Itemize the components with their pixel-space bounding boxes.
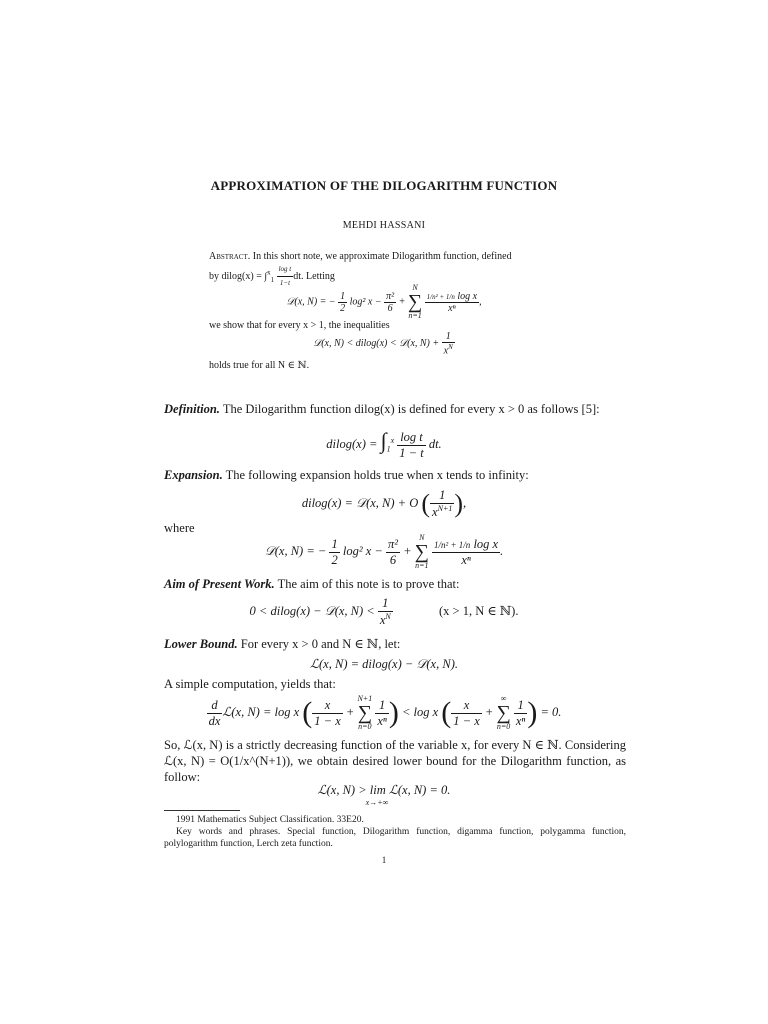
expansion-equation-D: 𝒟(x, N) = − $\frac{1}{2}$ log² x − $\frac{\text{π²}}{6}$ + N ∑ n=1 $\frac{\text{1/n² + 1/n log x}}{\text{xⁿ}}$ . [264,533,504,570]
aim-text: The aim of this note is to prove that: [277,577,460,591]
definition-heading: Definition. [164,402,220,416]
abstract-letting: dt. Letting [293,270,335,282]
abstract-intro: In this short note, we approximate Dilogarithm function, defined [252,251,512,262]
definition-text: The Dilogarithm function dilog(x) is defined for every x > 0 as follows [5]: [222,402,600,416]
definition-equation: $dilog(x) = \int_1^x$ $\frac{\text{log t}}{1 - t}$ dt. [326,428,442,460]
footnote-keywords: Key words and phrases. Special function, Dilogarithm function, digamma function, polygamma function, polylogarithm function, Lerch zeta function. [164,827,626,849]
aim-heading: Aim of Present Work. [164,577,275,591]
footnote-rule [164,810,240,811]
definition-paragraph [164,401,626,417]
abstract-line-1 [209,250,564,263]
lower-bound-definition: ℒ(x, N) = dilog(x) − 𝒟(x, N). [310,657,458,671]
page-number: 1 [381,855,387,865]
paper-title: APPROXIMATION OF THE DILOGARITHM FUNCTION [210,178,558,193]
paper-author: MEHDI HASSANI [342,220,426,231]
abstract-dilog-def: by dilog(x) = ∫ [209,270,268,282]
abstract-inequality: 𝒟(x, N) < dilog(x) < 𝒟(x, N) + $\frac{1}{x^N}$ [313,331,453,357]
abstract-holds-text: holds true for all N ∈ ℕ. [209,360,310,371]
expansion-heading: Expansion. [164,468,223,482]
expansion-where: where [164,521,195,535]
limit-subscript: x→+∞ [365,798,389,807]
expansion-equation: dilog(x) = 𝒟(x, N) + O ( $\frac{1}{x^{N+1}}$ ), [301,488,467,520]
abstract-label: Abstract. [209,251,251,262]
limit-equation-text: ℒ(x, N) > lim ℒ(x, N) = 0. [317,783,451,797]
simple-computation-text: A simple computation, yields that: [164,677,336,691]
abstract-equation-D: 𝒟(x, N) = − $\frac{1}{2}$ log² x − $\frac{\text{π²}}{6}$ + N ∑ n=1 $\frac{\text{1/n² + 1/n log x}}{\text{xⁿ}}$ , [286,283,482,320]
expansion-text: The following expansion holds true when x tends to infinity: [225,468,529,482]
abstract-show-text: we show that for every x > 1, the inequalities [209,320,390,331]
limit-equation [0,782,768,807]
derivative-equation: $\frac{d}{dx}$ ℒ(x, N) = log x ( $\frac{x}{1 - x}$ + N+1 ∑ n=0 $\frac{1}{\text{xⁿ}}$ ) < log x ( $\frac{x}{1 - x}$ + ∞ ∑ n=0 $\frac{1}{\text{xⁿ}}$ ) = 0. [208,694,562,731]
expansion-paragraph [164,467,626,483]
lower-bound-conclusion: So, ℒ(x, N) is a strictly decreasing function of the variable x, for every N ∈ ℕ. Considering ℒ(x, N) = O(1/x^(N+1)), we obtain desired lower bound for the Dilogarithm function, as follow: [164,738,626,784]
lower-bound-paragraph [164,636,626,652]
lower-bound-text: For every x > 0 and N ∈ ℕ, let: [240,637,401,651]
aim-paragraph [164,576,626,592]
lower-bound-heading: Lower Bound. [164,637,238,651]
aim-condition: (x > 1, N ∈ ℕ). [439,603,519,618]
footnote-msc: 1991 Mathematics Subject Classification. 33E20. [176,815,364,825]
aim-inequality: 0 < dilog(x) − 𝒟(x, N) < $\frac{1}{x^N}$ (x > 1, N ∈ ℕ). [249,596,519,628]
abstract-line-2: by dilog(x) = ∫$^x_1$ $\frac{\text{log t}}{1-t}$ dt. Letting [209,265,335,287]
